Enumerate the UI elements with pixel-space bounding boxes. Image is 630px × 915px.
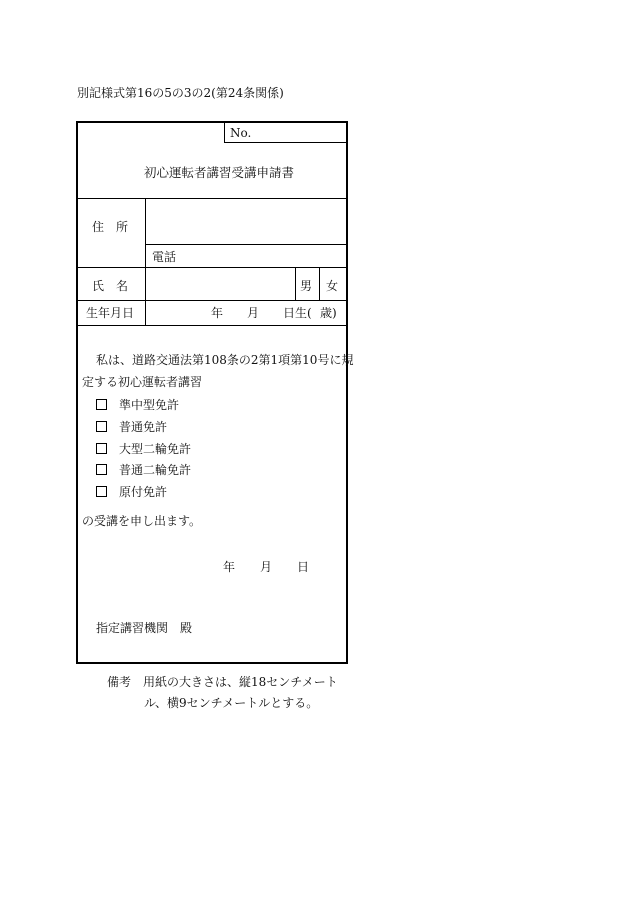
apply-text: の受講を申し出ます。 <box>82 514 202 528</box>
address-label: 住 所 <box>92 220 129 234</box>
phone-line <box>145 244 346 245</box>
option-label: 普通二輪免許 <box>119 463 192 477</box>
checkbox-icon <box>96 421 107 432</box>
option-label: 大型二輪免許 <box>119 442 192 456</box>
checkbox-icon <box>96 464 107 475</box>
label-column-divider <box>145 198 146 325</box>
option-futsu-nirin <box>96 464 191 476</box>
form-title: 初心運転者講習受講申請書 <box>144 165 295 180</box>
statement-line-1: 私は、道路交通法第108条の2第1項第10号に規 <box>96 353 354 367</box>
age-label: 歳) <box>320 306 337 320</box>
row-line-name <box>78 300 346 301</box>
checkbox-icon <box>96 399 107 410</box>
checkbox-icon <box>96 486 107 497</box>
option-label: 原付免許 <box>119 485 168 499</box>
no-cell-bottom <box>224 142 346 143</box>
row-line-birth <box>78 325 346 326</box>
option-ogata-nirin <box>96 443 191 455</box>
name-label: 氏 名 <box>92 279 129 293</box>
no-label: No. <box>230 126 252 140</box>
remarks <box>107 672 338 714</box>
female-option: 女 <box>326 279 339 293</box>
birth-day-label: 日生( <box>283 306 312 320</box>
remarks-line-2: ル、横9センチメートルとする。 <box>144 696 319 710</box>
option-futsu <box>96 421 167 433</box>
date-year-label: 年 <box>223 560 236 574</box>
row-line-address <box>78 267 346 268</box>
male-option: 男 <box>300 279 313 293</box>
birth-year-label: 年 <box>211 306 224 320</box>
phone-label: 電話 <box>152 250 177 264</box>
sex-divider-1 <box>295 267 296 300</box>
option-gentsuki <box>96 486 167 498</box>
date-day-label: 日 <box>297 560 310 574</box>
option-label: 準中型免許 <box>119 398 180 412</box>
birth-month-label: 月 <box>247 306 260 320</box>
statement-line-2: 定する初心運転者講習 <box>82 375 203 389</box>
row-line-title <box>78 198 346 199</box>
option-junchugata <box>96 399 179 411</box>
checkbox-icon <box>96 443 107 454</box>
addressee: 指定講習機関 殿 <box>96 621 193 635</box>
remarks-line-1: 備考 用紙の大きさは、縦18センチメート <box>107 675 338 689</box>
form-caption: 別記様式第16の5の3の2(第24条関係) <box>77 86 284 100</box>
no-cell-divider <box>224 123 225 142</box>
birth-label: 生年月日 <box>86 306 135 320</box>
option-label: 普通免許 <box>119 420 168 434</box>
application-form <box>76 121 354 664</box>
sex-divider-2 <box>319 267 320 300</box>
date-month-label: 月 <box>260 560 273 574</box>
